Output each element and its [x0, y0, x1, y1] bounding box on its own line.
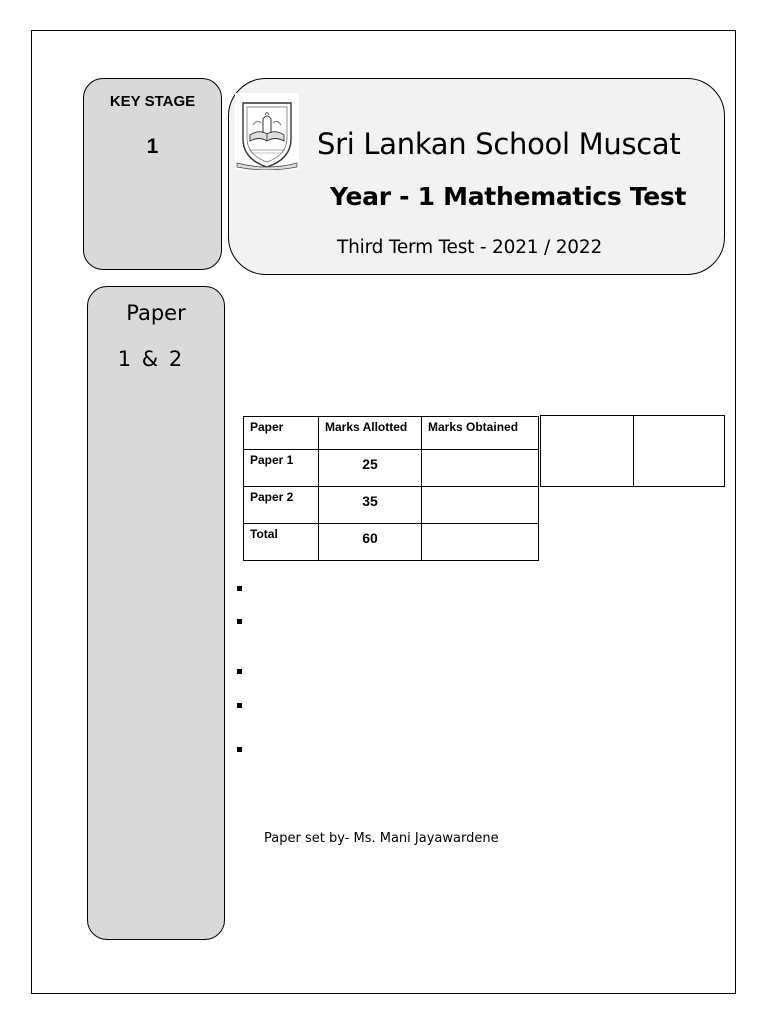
marks-table [243, 416, 539, 561]
blank-box-left [540, 415, 634, 487]
obtained-cell[interactable] [422, 487, 539, 524]
term-line: Third Term Test - 2021 / 2022 [337, 237, 603, 258]
paper-setter: Paper set by- Ms. Mani Jayawardene [264, 831, 499, 846]
paper-cell: Total [244, 524, 319, 561]
paper-label: Paper [126, 301, 186, 325]
bullet-icon [237, 747, 242, 752]
paper-box [87, 286, 225, 940]
header-cell-allotted: Marks Allotted [319, 417, 422, 450]
paper-cell: Paper 2 [244, 487, 319, 524]
allotted-cell: 35 [319, 487, 422, 524]
header-cell-obtained: Marks Obtained [422, 417, 539, 450]
key-stage-number: 1 [146, 135, 159, 158]
bullet-icon [237, 669, 242, 674]
allotted-cell: 25 [319, 450, 422, 487]
header-cell-paper: Paper [244, 417, 319, 450]
bullet-icon [237, 586, 242, 591]
table-row [244, 450, 539, 487]
key-stage-box [83, 78, 222, 270]
blank-box-right [633, 415, 725, 487]
paper-numbers: 1 & 2 [117, 347, 183, 371]
paper-cell: Paper 1 [244, 450, 319, 487]
obtained-cell[interactable] [422, 524, 539, 561]
school-name: Sri Lankan School Muscat [317, 127, 681, 161]
allotted-cell: 60 [319, 524, 422, 561]
table-row [244, 524, 539, 561]
school-logo-icon [235, 93, 299, 170]
obtained-cell[interactable] [422, 450, 539, 487]
table-header-row [244, 417, 539, 450]
table-row [244, 487, 539, 524]
header-box [228, 78, 725, 275]
key-stage-label: KEY STAGE [109, 93, 196, 110]
bullet-icon [237, 619, 242, 624]
test-title: Year - 1 Mathematics Test [330, 182, 687, 211]
bullet-icon [237, 703, 242, 708]
